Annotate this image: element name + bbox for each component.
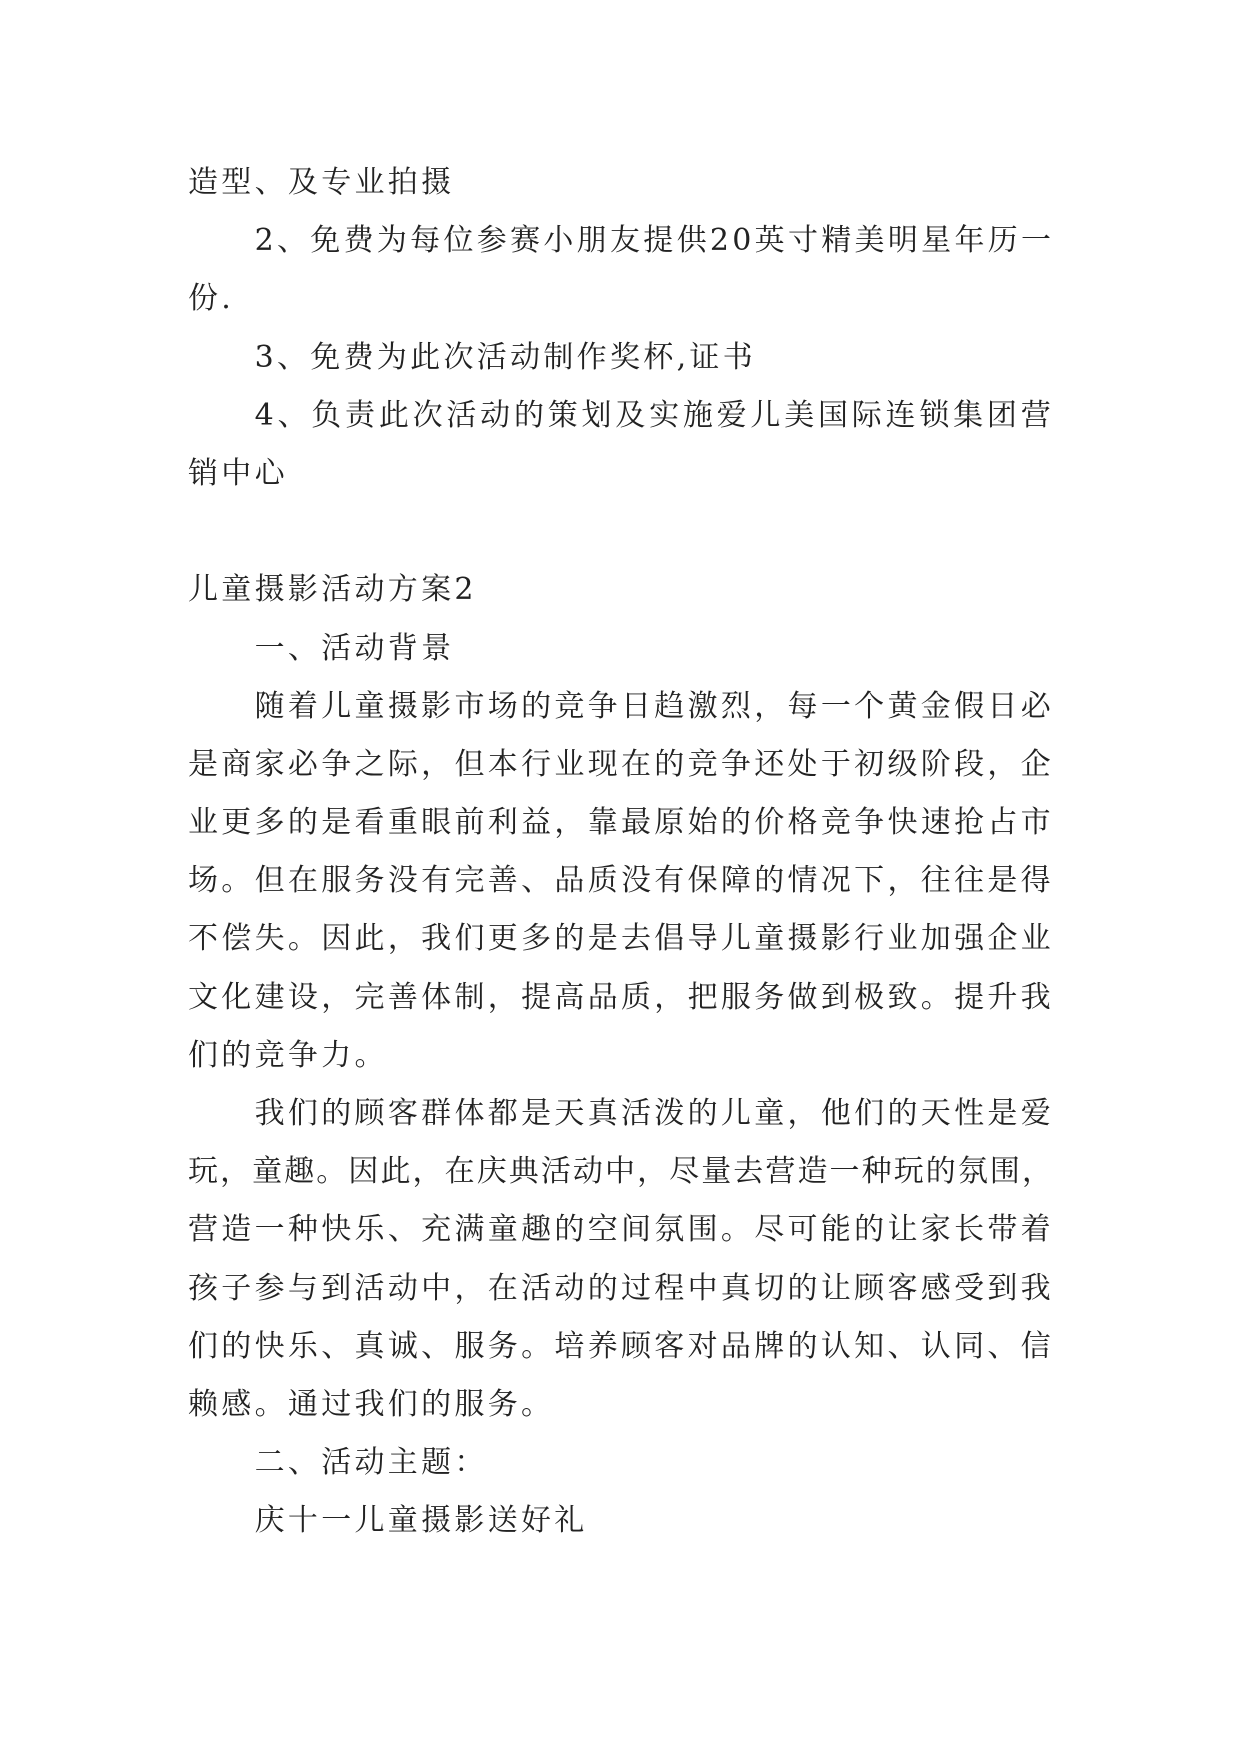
paragraph-line: 业更多的是看重眼前利益，靠最原始的价格竞争快速抢占市 [188,805,1054,841]
theme-heading: 二、活动主题： [254,1445,488,1481]
paragraph-line: 是商家必争之际，但本行业现在的竞争还处于初级阶段，企 [188,746,1054,782]
paragraph-line: 们的竞争力。 [188,1037,388,1073]
list-item-2-line: 份. [188,281,235,317]
list-item-2-line: 2、免费为每位参赛小朋友提供20英寸精美明星年历一 [254,223,1055,259]
paragraph-line: 我们的顾客群体都是天真活泼的儿童，他们的天性是爱 [254,1096,1054,1131]
section-title: 儿童摄影活动方案2 [188,572,477,608]
background-paragraph-1 [188,678,1054,1085]
blank-line [188,503,1054,561]
paragraph-line: 孩子参与到活动中，在活动的过程中真切的让顾客感受到我 [188,1270,1054,1306]
document-body [188,154,1054,1551]
list-item-3: 3、免费为此次活动制作奖杯,证书 [254,339,757,375]
theme-text: 庆十一儿童摄影送好礼 [254,1503,588,1539]
paragraph-line: 赖感。通过我们的服务。 [188,1386,555,1422]
background-paragraph-2 [188,1085,1054,1434]
paragraph-line: 文化建设，完善体制，提高品质，把服务做到极致。提升我 [188,979,1054,1015]
paragraph-line: 场。但在服务没有完善、品质没有保障的情况下，往往是得 [188,863,1054,899]
list-item-4-line: 4、负责此次活动的策划及实施爱儿美国际连锁集团营 [254,397,1054,433]
list-item-4-line: 销中心 [188,455,288,491]
paragraph-line: 随着儿童摄影市场的竞争日趋激烈，每一个黄金假日必 [254,688,1054,724]
paragraph-line: 不偿失。因此，我们更多的是去倡导儿童摄影行业加强企业 [188,921,1054,957]
background-heading: 一、活动背景 [254,630,455,666]
text-line: 造型、及专业拍摄 [188,165,455,200]
paragraph-line: 们的快乐、真诚、服务。培养顾客对品牌的认知、认同、信 [188,1328,1054,1364]
paragraph-line: 玩，童趣。因此，在庆典活动中，尽量去营造一种玩的氛围， [188,1154,1054,1190]
paragraph-line: 营造一种快乐、充满童趣的空间氛围。尽可能的让家长带着 [188,1212,1054,1248]
